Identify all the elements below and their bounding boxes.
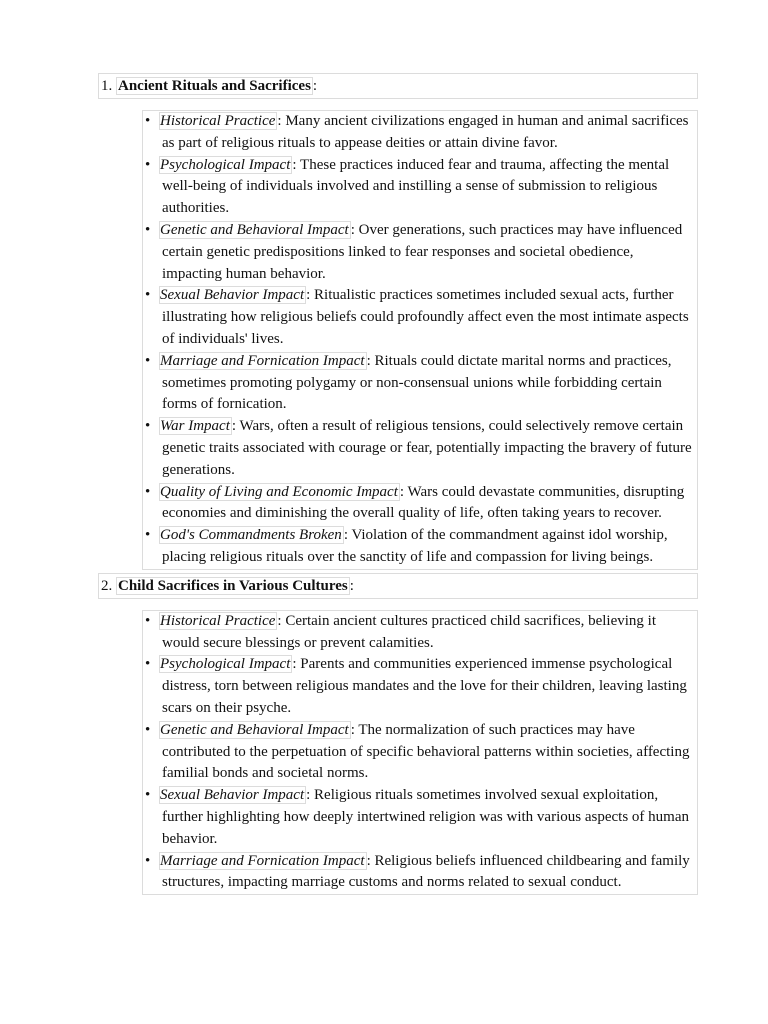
bullet-list (142, 110, 698, 570)
section-title: Child Sacrifices in Various Cultures (118, 577, 348, 594)
section-title: Ancient Rituals and Sacrifices (118, 78, 311, 94)
item-text: : These practices induced fear and trauma, affecting the mental well-being of individuals involved and instilling a sense of submission to religious authorities. (162, 156, 670, 217)
item-text: : Violation of the commandment against idol worship, placing religious rituals over the sanctity of life and compassion for living beings. (162, 527, 668, 565)
item-term: Genetic and Behavioral Impact (160, 221, 349, 238)
item-text: : The normalization of such practices may have contributed to the perpetuation of specific behavioral patterns within societies, affecting familial bonds and societal norms. (162, 721, 690, 782)
document-body (98, 73, 698, 895)
section-colon: : (312, 78, 318, 94)
list-item (143, 482, 697, 526)
item-text: : Wars, often a result of religious tensions, could selectively remove certain genetic traits associated with courage or fear, potentially impacting the bravery of future generations. (162, 418, 692, 478)
bullet-list (142, 610, 698, 895)
item-term: Psychological Impact (160, 656, 291, 673)
list-item (143, 785, 697, 850)
item-term: Quality of Living and Economic Impact (160, 483, 398, 500)
item-text: : Ritualistic practices sometimes included sexual acts, further illustrating how religious beliefs could profoundly affect even the most intimate aspects of individuals' lives. (162, 287, 689, 347)
list-item (143, 351, 697, 416)
item-text: : Parents and communities experienced immense psychological distress, torn between religious mandates and the love for their children, leaving lasting scars on their psyche. (162, 656, 687, 716)
item-term: Historical Practice (160, 113, 276, 129)
item-text: : Many ancient civilizations engaged in human and animal sacrifices as part of religious rituals to appease deities or attain divine favor. (162, 113, 689, 151)
list-item (143, 220, 697, 285)
item-text: : Over generations, such practices may have influenced certain genetic predispositions linked to fear responses and societal obedience, impacting human behavior. (162, 221, 683, 282)
item-term: Marriage and Fornication Impact (160, 852, 365, 869)
list-item (143, 851, 697, 895)
list-item (143, 654, 697, 719)
section-heading (98, 573, 698, 599)
item-text: : Religious rituals sometimes involved sexual exploitation, further highlighting how deeply intertwined religion was with various aspects of human behavior. (162, 787, 689, 847)
item-text: : Religious beliefs influenced childbearing and family structures, impacting marriage customs and norms related to sexual conduct. (162, 852, 690, 891)
item-term: Sexual Behavior Impact (160, 787, 305, 804)
item-term: Sexual Behavior Impact (160, 287, 305, 304)
item-text: : Wars could devastate communities, disrupting economies and diminishing the overall quality of life, often taking years to recover. (162, 483, 685, 522)
section-colon: : (349, 577, 354, 594)
item-term: Marriage and Fornication Impact (160, 352, 365, 369)
list-item (143, 416, 697, 481)
section-number: 1. (101, 78, 113, 94)
item-text: : Certain ancient cultures practiced child sacrifices, believing it would secure blessings or prevent calamities. (162, 612, 657, 651)
list-item (143, 155, 697, 220)
list-item (143, 285, 697, 350)
item-term: Historical Practice (160, 612, 276, 629)
list-item (143, 720, 697, 785)
item-term: Psychological Impact (160, 156, 291, 173)
list-item (143, 611, 697, 655)
item-term: War Impact (160, 418, 230, 435)
item-term: God's Commandments Broken (160, 527, 342, 544)
item-term: Genetic and Behavioral Impact (160, 721, 349, 738)
section-number: 2. (101, 577, 113, 594)
item-text: : Rituals could dictate marital norms and practices, sometimes promoting polygamy or non-consensual unions while forbidding certain forms of fornication. (162, 352, 672, 413)
list-item (143, 111, 697, 155)
section-heading (98, 73, 698, 99)
list-item (143, 525, 697, 569)
